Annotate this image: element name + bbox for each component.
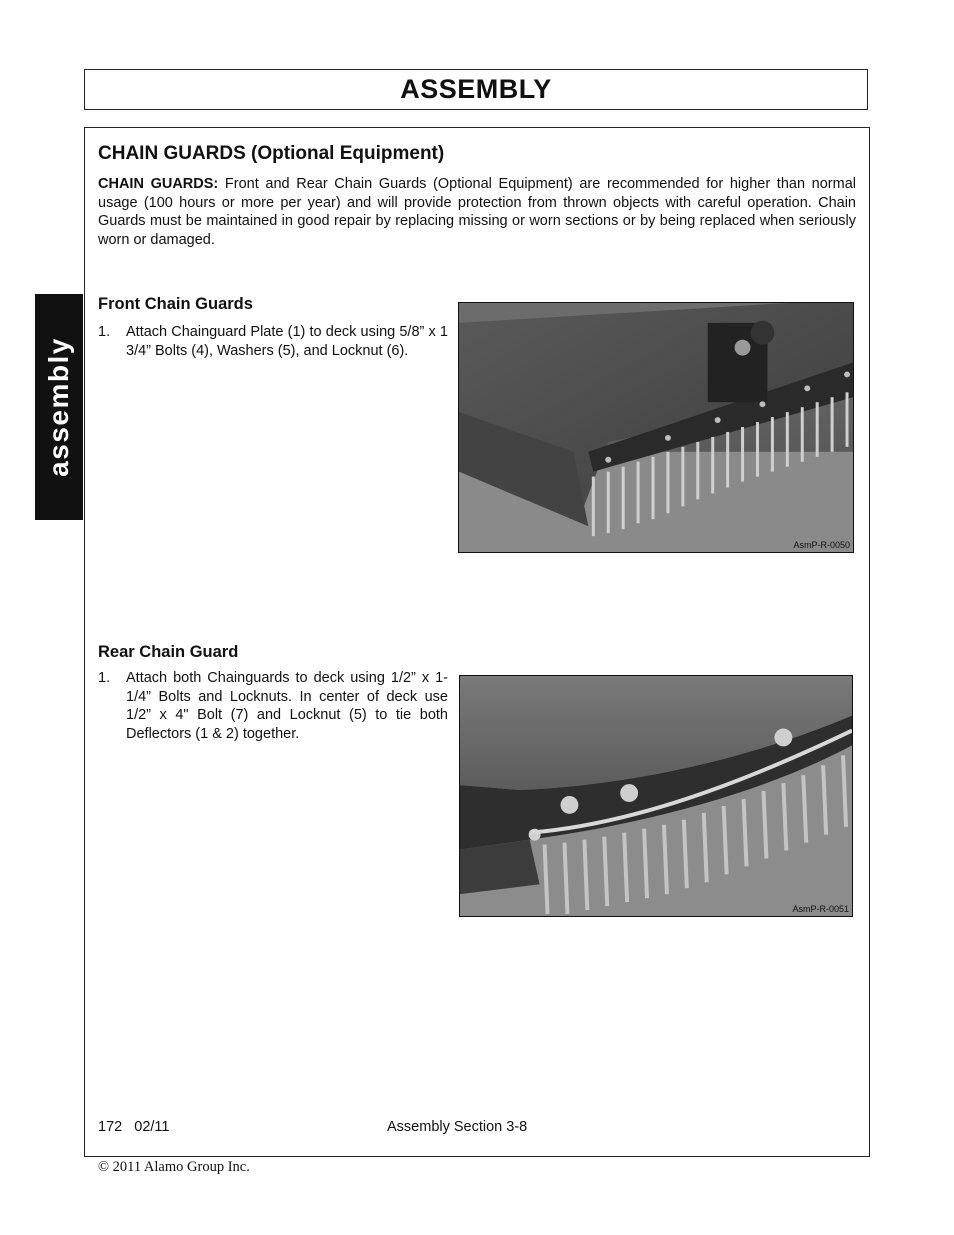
intro-paragraph: [98, 175, 856, 250]
front-chain-guard-photo: [458, 302, 854, 553]
footer-section-label: Assembly Section 3-8: [387, 1119, 528, 1135]
intro-lead: CHAIN GUARDS:: [98, 176, 219, 192]
rear-chain-guard-title: Rear Chain Guard: [98, 643, 239, 661]
rear-photo-id: AsmP-R-0051: [792, 904, 849, 914]
front-step-number: 1.: [98, 324, 111, 340]
side-tab-label: assembly: [43, 337, 75, 477]
rear-step-number: 1.: [98, 670, 111, 686]
front-step-text: Attach Chainguard Plate (1) to deck using 5/8” x 1 3/4” Bolts (4), Washers (5), and Locknut (6).: [126, 324, 448, 359]
rear-chain-guard-photo: [459, 675, 853, 917]
content-frame: [84, 127, 870, 1157]
header-box: [84, 69, 868, 110]
copyright-notice: © 2011 Alamo Group Inc.: [98, 1159, 250, 1175]
side-tab: [35, 294, 83, 520]
front-photo-illustration: [459, 303, 853, 552]
rear-step-1: [98, 669, 448, 744]
front-photo-id: AsmP-R-0050: [793, 540, 850, 550]
intro-text: Front and Rear Chain Guards (Optional Equipment) are recommended for higher than normal usage (100 hours or more per year) and will provide protection from thrown objects with careful operation. Chain Guards must be maintained in good repair by replacing missing or worn sections or by being replaced when seriously worn or damaged.: [98, 176, 856, 249]
rear-step-text: Attach both Chainguards to deck using 1/2” x 1-1/4” Bolts and Locknuts. In center of deck use 1/2” x 4" Bolt (7) and Locknut (5) to tie both Deflectors (1 & 2) together.: [126, 670, 448, 743]
footer-page-date: 172 02/11: [98, 1119, 170, 1135]
front-chain-guards-title: Front Chain Guards: [98, 295, 253, 313]
rear-photo-illustration: [460, 676, 852, 916]
section-title: CHAIN GUARDS (Optional Equipment): [98, 143, 445, 164]
front-step-1: [98, 323, 448, 360]
page-header-title: ASSEMBLY: [400, 74, 552, 104]
